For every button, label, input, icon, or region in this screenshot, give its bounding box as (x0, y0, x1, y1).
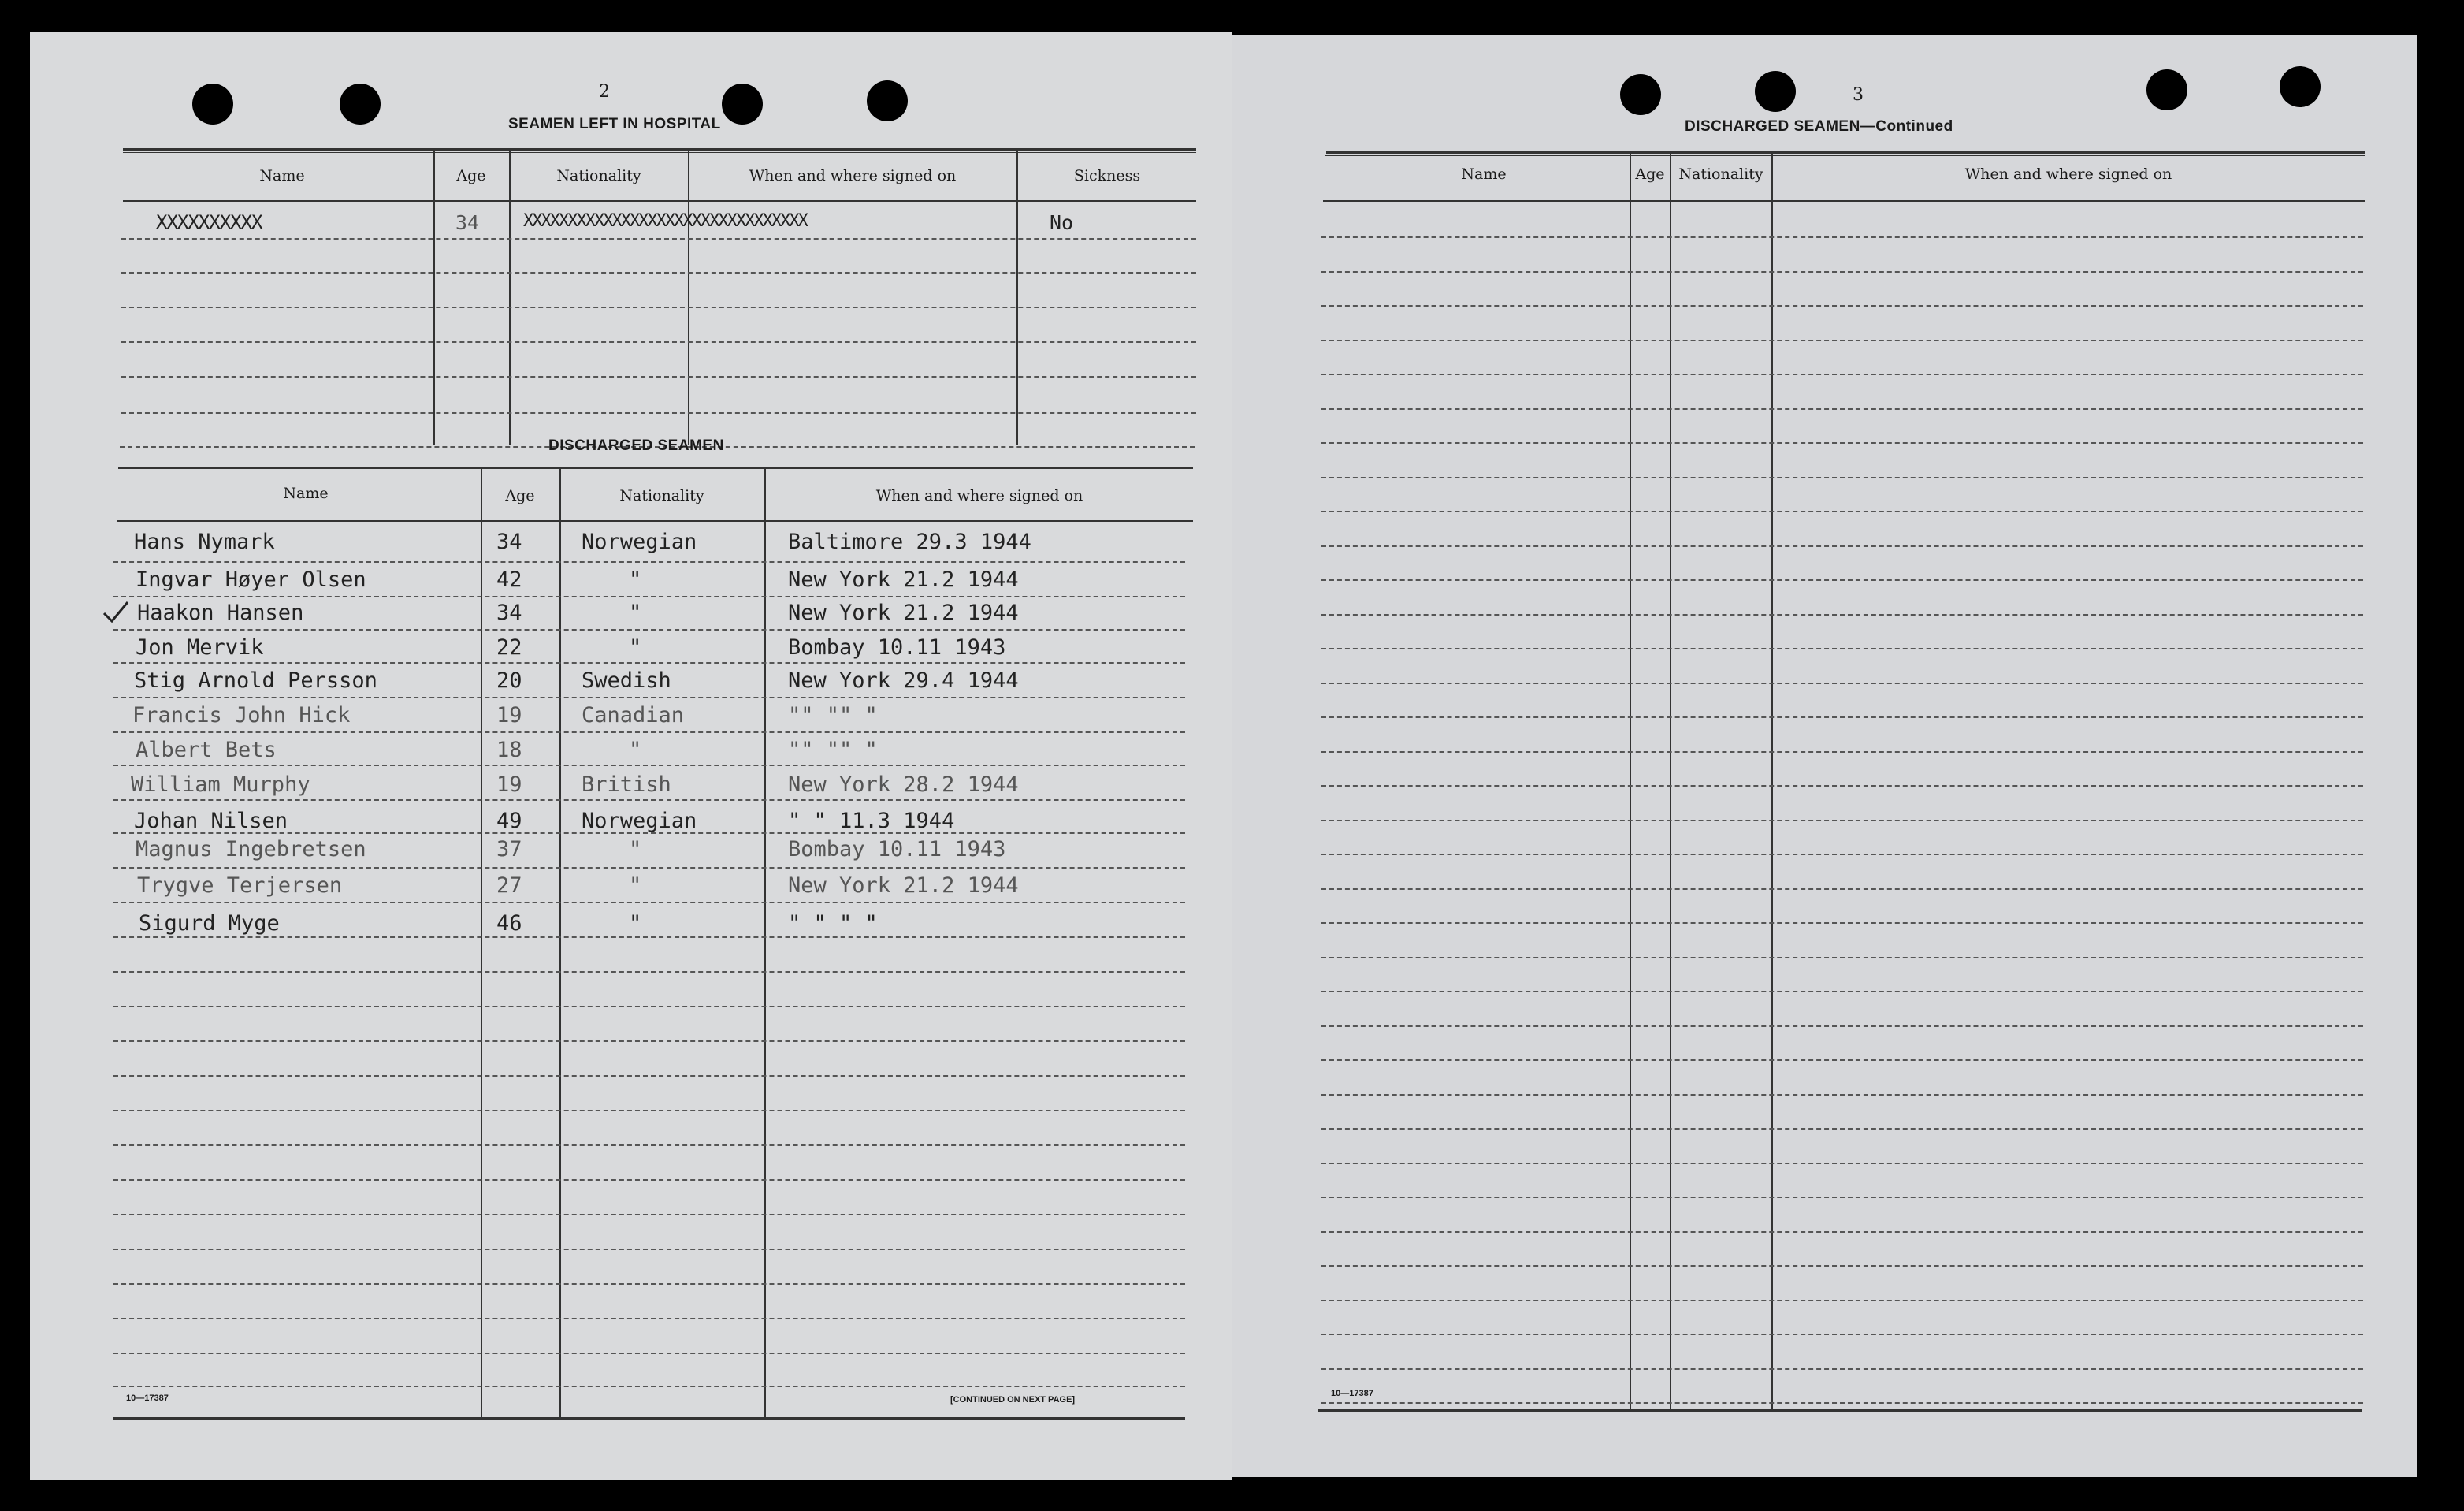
continued-header-age: Age (1635, 166, 1665, 183)
discharged-header-age: Age (505, 487, 535, 504)
seaman-name: Jon Mervik (136, 635, 264, 660)
hospital-header-nationality: Nationality (556, 167, 641, 184)
seaman-name: William Murphy (131, 772, 310, 797)
seaman-nationality: " (629, 635, 642, 660)
hospital-row-name: XXXXXXXXXX (156, 211, 262, 233)
seaman-nationality: Canadian (582, 703, 685, 728)
footer-form-number: 10—17387 (1331, 1389, 1373, 1398)
left-page (30, 32, 1232, 1480)
punch-hole (867, 80, 908, 121)
seaman-nationality: Norwegian (582, 809, 697, 833)
continued-title: DISCHARGED SEAMEN—Continued (1685, 118, 1953, 135)
seaman-age: 20 (496, 668, 522, 693)
seaman-name: Trygve Terjersen (137, 873, 343, 898)
seaman-signed-on: " " 11.3 1944 (788, 809, 955, 833)
hospital-header-name: Name (259, 167, 305, 184)
seaman-signed-on: New York 29.4 1944 (788, 668, 1019, 693)
seaman-name: Haakon Hansen (137, 601, 304, 625)
hospital-row-nat-signed: XXXXXXXXXXXXXXXXXXXXXXXXXXXXXXXX (523, 211, 807, 231)
seaman-nationality: " (629, 738, 642, 762)
seaman-age: 49 (496, 809, 522, 833)
discharged-header-signed: When and where signed on (875, 487, 1083, 504)
hospital-row-sickness: No (1050, 211, 1074, 234)
seaman-nationality: " (629, 837, 642, 862)
seaman-name: Stig Arnold Persson (134, 668, 377, 693)
page-number: 2 (599, 82, 610, 102)
seaman-age: 19 (496, 772, 522, 797)
continued-header-nationality: Nationality (1678, 166, 1763, 183)
page-number: 3 (1853, 85, 1864, 105)
hospital-header-sickness: Sickness (1073, 167, 1141, 184)
seaman-nationality: " (629, 568, 642, 592)
seaman-signed-on: New York 28.2 1944 (788, 772, 1019, 797)
seaman-name: Sigurd Myge (139, 911, 280, 936)
seaman-name: Magnus Ingebretsen (136, 837, 366, 862)
seaman-signed-on: Bombay 10.11 1943 (788, 837, 1006, 862)
seaman-nationality: " (629, 911, 642, 936)
seaman-nationality: Swedish (582, 668, 671, 693)
seaman-signed-on: New York 21.2 1944 (788, 873, 1019, 898)
discharged-title: DISCHARGED SEAMEN (548, 437, 724, 454)
seaman-name: Francis John Hick (132, 703, 351, 728)
seaman-signed-on: "" "" " (788, 738, 878, 762)
punch-hole (340, 84, 381, 125)
seaman-age: 19 (496, 703, 522, 728)
discharged-header-nationality: Nationality (619, 487, 704, 504)
seaman-name: Albert Bets (136, 738, 277, 762)
punch-hole (192, 84, 233, 125)
punch-hole (722, 84, 763, 125)
seaman-signed-on: "" "" " (788, 703, 878, 728)
hospital-header-age: Age (456, 167, 486, 184)
punch-hole (1620, 74, 1661, 115)
continued-header-signed: When and where signed on (1964, 166, 2172, 183)
seaman-name: Hans Nymark (134, 530, 275, 554)
seaman-age: 18 (496, 738, 522, 762)
seaman-nationality: " (629, 601, 642, 625)
seaman-nationality: British (582, 772, 671, 797)
punch-hole (1755, 71, 1796, 112)
hospital-title: SEAMEN LEFT IN HOSPITAL (508, 116, 721, 132)
check-mark-icon (101, 597, 132, 629)
seaman-signed-on: " " " " (788, 911, 878, 936)
seaman-signed-on: Baltimore 29.3 1944 (788, 530, 1031, 554)
seaman-age: 46 (496, 911, 522, 936)
discharged-header-name: Name (283, 485, 329, 502)
hospital-header-signed: When and where signed on (749, 167, 957, 184)
seaman-nationality: Norwegian (582, 530, 697, 554)
seaman-signed-on: Bombay 10.11 1943 (788, 635, 1006, 660)
seaman-age: 34 (496, 601, 522, 625)
seaman-age: 34 (496, 530, 522, 554)
seaman-name: Ingvar Høyer Olsen (136, 568, 366, 592)
footer-continued: [CONTINUED ON NEXT PAGE] (950, 1395, 1076, 1405)
seaman-age: 42 (496, 568, 522, 592)
hospital-row-age: 34 (455, 211, 480, 234)
seaman-nationality: " (629, 873, 642, 898)
seaman-age: 37 (496, 837, 522, 862)
punch-hole (2146, 69, 2187, 110)
seaman-signed-on: New York 21.2 1944 (788, 568, 1019, 592)
seaman-age: 27 (496, 873, 522, 898)
seaman-age: 22 (496, 635, 522, 660)
right-page (1232, 35, 2417, 1477)
footer-form-number: 10—17387 (126, 1394, 169, 1403)
seaman-signed-on: New York 21.2 1944 (788, 601, 1019, 625)
punch-hole (2280, 66, 2321, 107)
seaman-name: Johan Nilsen (134, 809, 288, 833)
continued-header-name: Name (1461, 166, 1507, 183)
